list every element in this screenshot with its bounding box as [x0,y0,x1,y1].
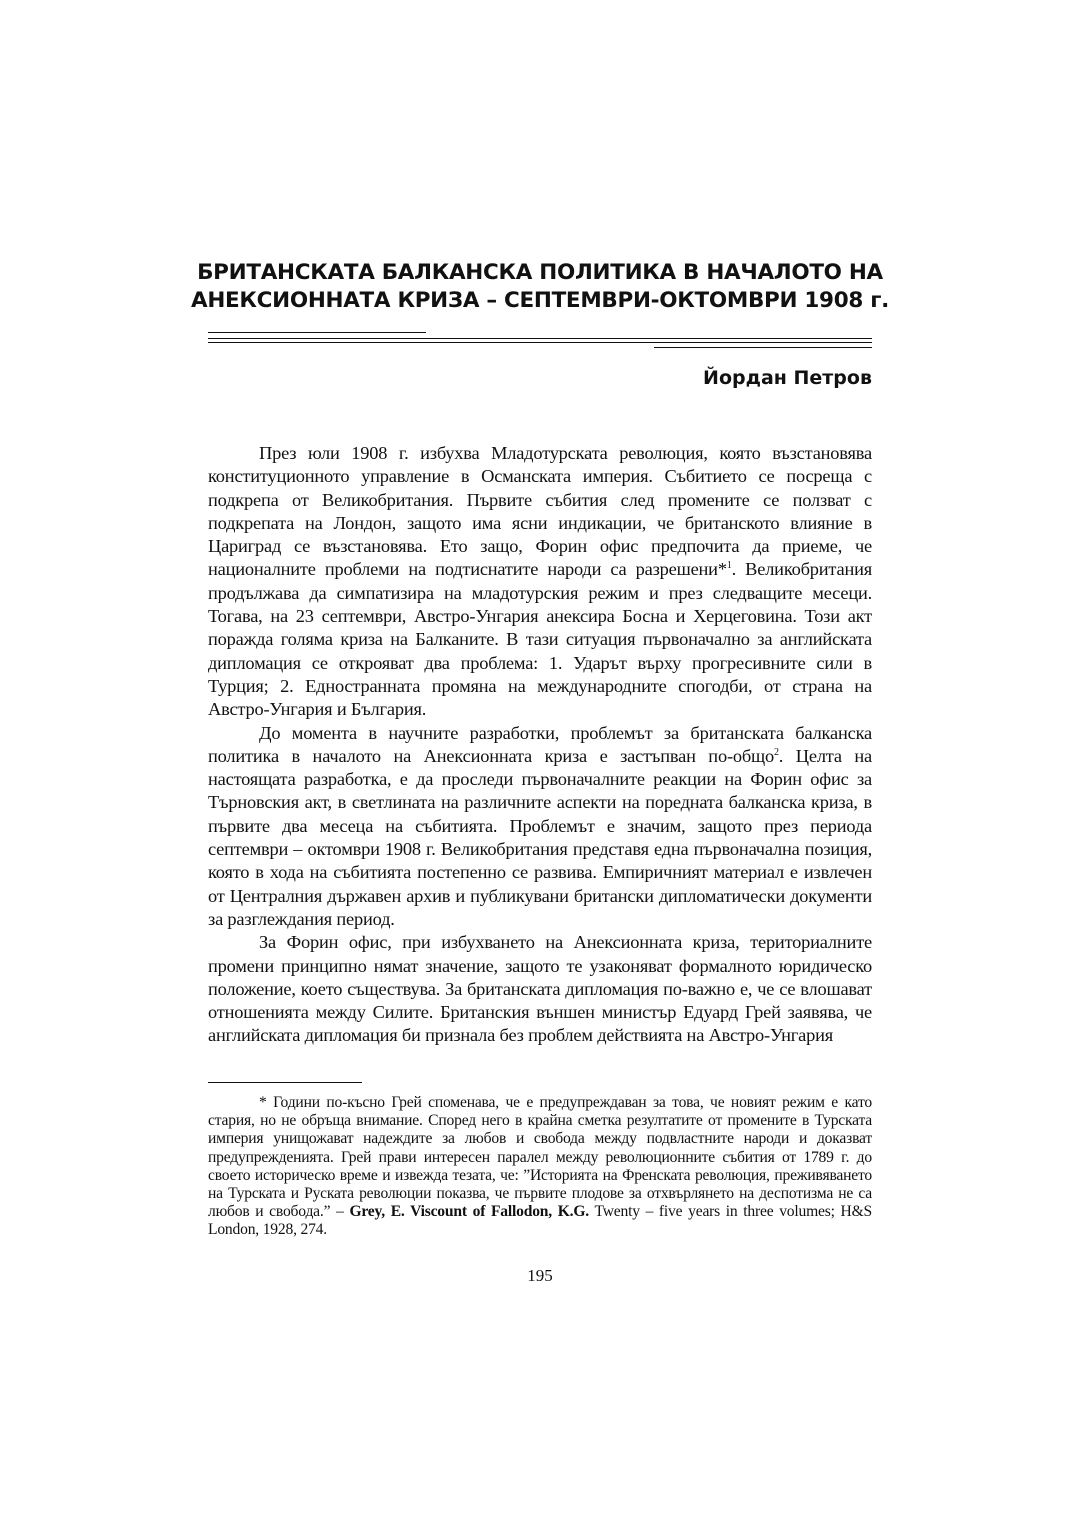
paragraph-2-text-b: . Целта на настоящата разработка, е да проследи първоначалните реакции на Форин офис за Търновския акт, в светлината на различните аспекти на поредната балканска криза, в първите два месеца на събитията. Проблемът е значим, защото през периода септември – октомври 1908 г. Великобритания представя една първоначална позиция, която в хода на събитията постепенно се развива. Емпиричният материал е извлечен от Централния държавен архив и публикувани британски дипломатически документи за разглеждания период. [208,745,872,929]
author-name: Йордан Петров [703,367,872,389]
paragraph-2 [208,722,872,932]
footnote-marker-2: 2 [773,746,779,758]
title-rule-short [208,332,426,333]
title-rule-long-top [208,338,872,339]
footnote-marker-1: 1 [726,560,732,572]
title-rule-right [654,347,872,348]
paragraph-1-text-a: През юли 1908 г. избухва Младотурската революция, която възстановява конституционното управление в Османската империя. Събитието се посреща с подкрепа от Великобритания. Първите събития след промените се ползват с подкрепата на Лондон, защото има ясни индикации, че британското влияние в Цариград се възстановява. Ето защо, Форин офис предпочита да приеме, че националните проблеми на подтиснатите народи са разрешени* [208,443,872,580]
footnote-text: * Години по-късно Грей споменава, че е предупреждаван за това, че новият режим е като стария, но не обръща внимание. Според него в крайна сметка резултатите от промените в Турската империя унищожават надеждите за любов и свобода между подвластните народи и доказват предупрежденията. Грей прави интересен паралел между революционните събития от 1789 г. до своето историческо време и извежда тезата, че: ”Историята на Френската революция, преживяването на Турската и Руската революции показва, че първите плодове за отхвърлянето на деспотизма не са любов и свобода.” – [208,1094,872,1221]
footnote-separator [208,1082,362,1083]
article-title [150,259,930,315]
title-line-1: БРИТАНСКАТА БАЛКАНСКА ПОЛИТИКА В НАЧАЛОТО НА [197,260,883,285]
footnote-reference-author: Grey, E. Viscount of Fallodon, K.G. [349,1203,589,1221]
page-number: 195 [527,1266,553,1285]
article-body [208,442,872,1048]
title-line-2: АНЕКСИОННАТА КРИЗА – СЕПТЕМВРИ-ОКТОМВРИ 1908 г. [190,288,890,313]
paragraph-3 [208,931,872,1047]
footnote-reference-rest: Twenty – five years in three volumes; H&S London, 1928, 274. [208,1203,872,1239]
paragraph-1 [208,442,872,722]
title-rule-long-bottom [208,342,872,343]
footnote [208,1094,872,1240]
paragraph-2-text-a: До момента в научните разработки, проблемът за британската балканска политика в началото на Анексионната криза е застъпван по-общо [208,722,872,766]
paragraph-3-text-a: За Форин офис, при избухването на Анексионната криза, териториалните промени принципно нямат значение, защото те узаконяват формалното юридическо положение, което съществува. За британската дипломация по-важно е, че се влошават отношенията между Силите. Британския външен министър Едуард Грей заявява, че английската дипломация би признала без проблем действията на Австро-Унгария [208,932,872,1046]
paragraph-1-text-b: . Великобритания продължава да симпатизира на младотурския режим и през следващите месеци. Тогава, на 23 септември, Австро-Унгария анексира Босна и Херцеговина. Този акт поражда голяма криза на Балканите. В тази ситуация първоначално за английската дипломация се открояват два проблема: 1. Ударът върху прогресивните сили в Турция; 2. Едностранната промяна на международните спогодби, от страна на Австро-Унгария и България. [208,559,872,720]
